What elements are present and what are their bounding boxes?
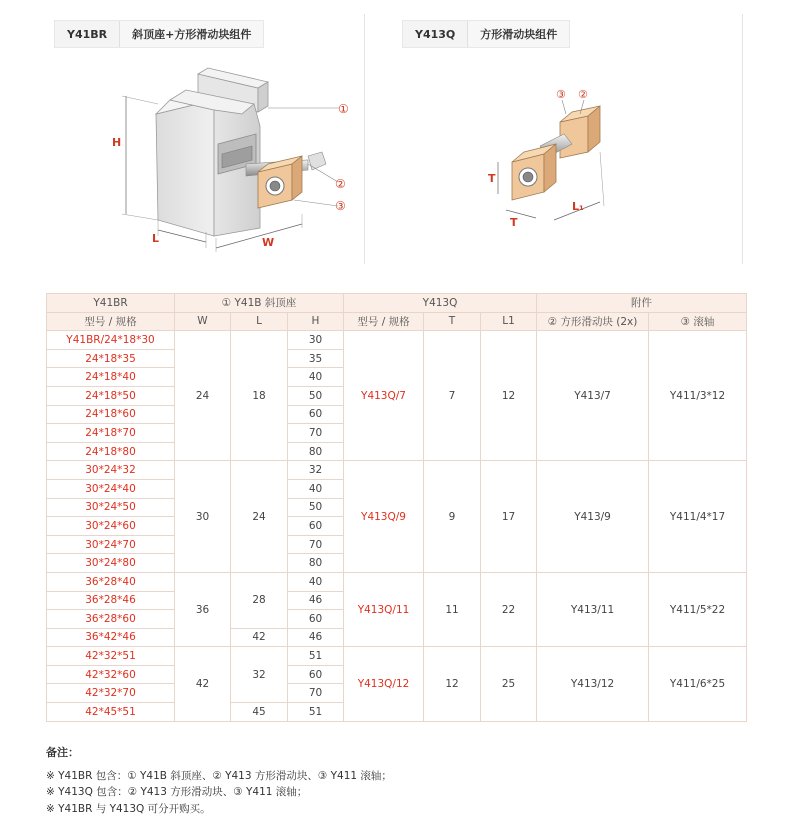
h-cell: 50 — [288, 386, 344, 405]
h-cell: 40 — [288, 572, 344, 591]
dim-w-label: W — [262, 236, 275, 249]
h-cell: 46 — [288, 591, 344, 610]
figure-y413q-code: Y413Q — [403, 21, 468, 47]
h-cell: 80 — [288, 554, 344, 573]
h-cell: 60 — [288, 665, 344, 684]
h-cell: 32 — [288, 461, 344, 480]
l-cell: 24 — [231, 461, 288, 573]
figure-y41br-panel — [46, 14, 365, 264]
t-cell: 7 — [424, 331, 481, 461]
roller-cell: Y411/6*25 — [649, 647, 747, 721]
note-line: ※ Y41BR 与 Y413Q 可分开购买。 — [46, 802, 211, 815]
h-cell: 30 — [288, 331, 344, 350]
note-line: ※ Y413Q 包含：② Y413 方形滑动块、③ Y411 滚轴； — [46, 786, 308, 798]
t-cell: 11 — [424, 572, 481, 646]
w-cell: 24 — [175, 331, 231, 461]
figure-y413q-panel — [394, 14, 743, 264]
roller-cell: Y411/3*12 — [649, 331, 747, 461]
header-w: W — [175, 312, 231, 331]
l1-cell: 22 — [481, 572, 537, 646]
y41br-assembly-drawing — [46, 14, 364, 264]
callout-2: ② — [335, 177, 346, 191]
l-cell: 28 — [231, 572, 288, 628]
notes-title: 备注： — [46, 746, 79, 759]
header-row-1 — [47, 294, 747, 313]
l1-cell: 17 — [481, 461, 537, 573]
h-cell: 35 — [288, 349, 344, 368]
header-roller: ③ 滚轴 — [649, 312, 747, 331]
header-slider: ② 方形滑动块 (2x) — [537, 312, 649, 331]
slider-cell: Y413/11 — [537, 572, 649, 646]
h-cell: 50 — [288, 498, 344, 517]
model-cell: 42*45*51 — [47, 703, 175, 722]
table-row — [47, 461, 747, 480]
header-h: H — [288, 312, 344, 331]
l-cell: 42 — [231, 628, 288, 647]
model-cell: 36*28*46 — [47, 591, 175, 610]
model-cell: 42*32*51 — [47, 647, 175, 666]
model-cell: 36*28*60 — [47, 610, 175, 629]
header-t: T — [424, 312, 481, 331]
header-y41br: Y41BR — [47, 294, 175, 313]
slider-cell: Y413/7 — [537, 331, 649, 461]
header-y413q: Y413Q — [344, 294, 537, 313]
figure-y413q-name: 方形滑动块组件 — [468, 21, 569, 47]
y413q-assembly-drawing — [394, 14, 742, 264]
q-model-cell: Y413Q/9 — [344, 461, 424, 573]
l-cell: 45 — [231, 703, 288, 722]
model-cell: 42*32*70 — [47, 684, 175, 703]
q-model-cell: Y413Q/12 — [344, 647, 424, 721]
spec-table-body — [47, 331, 747, 721]
roller-cell: Y411/5*22 — [649, 572, 747, 646]
t-cell: 12 — [424, 647, 481, 721]
l-cell: 32 — [231, 647, 288, 703]
dim-t2-label: T — [510, 216, 518, 229]
h-cell: 80 — [288, 442, 344, 461]
spec-table — [46, 293, 747, 722]
h-cell: 60 — [288, 610, 344, 629]
callout-2b: ② — [578, 88, 588, 101]
model-cell: 36*28*40 — [47, 572, 175, 591]
dim-l1-label: L₁ — [572, 200, 584, 213]
h-cell: 70 — [288, 684, 344, 703]
h-cell: 60 — [288, 517, 344, 536]
model-cell: 30*24*70 — [47, 535, 175, 554]
model-cell: 24*18*60 — [47, 405, 175, 424]
model-cell: 30*24*40 — [47, 479, 175, 498]
roller-cell: Y411/4*17 — [649, 461, 747, 573]
model-cell: 30*24*80 — [47, 554, 175, 573]
header-l1: L1 — [481, 312, 537, 331]
t-cell: 9 — [424, 461, 481, 573]
callout-3b: ③ — [556, 88, 566, 101]
slider-cell: Y413/12 — [537, 647, 649, 721]
header-model: 型号 / 规格 — [47, 312, 175, 331]
model-cell: 24*18*35 — [47, 349, 175, 368]
l1-cell: 25 — [481, 647, 537, 721]
model-cell: 30*24*60 — [47, 517, 175, 536]
h-cell: 40 — [288, 479, 344, 498]
dim-h-label: H — [112, 136, 122, 149]
table-row — [47, 331, 747, 350]
l-cell: 18 — [231, 331, 288, 461]
callout-3: ③ — [335, 199, 346, 213]
header-y41b: ① Y41B 斜顶座 — [175, 294, 344, 313]
h-cell: 70 — [288, 424, 344, 443]
h-cell: 40 — [288, 368, 344, 387]
model-cell: Y41BR/24*18*30 — [47, 331, 175, 350]
w-cell: 36 — [175, 572, 231, 646]
model-cell: 24*18*80 — [47, 442, 175, 461]
spec-table-head — [47, 294, 747, 331]
header-l: L — [231, 312, 288, 331]
model-cell: 24*18*70 — [47, 424, 175, 443]
w-cell: 42 — [175, 647, 231, 721]
h-cell: 46 — [288, 628, 344, 647]
l1-cell: 12 — [481, 331, 537, 461]
q-model-cell: Y413Q/11 — [344, 572, 424, 646]
table-row — [47, 647, 747, 666]
model-cell: 36*42*46 — [47, 628, 175, 647]
model-cell: 24*18*50 — [47, 386, 175, 405]
figure-y41br-code: Y41BR — [55, 21, 120, 47]
h-cell: 51 — [288, 703, 344, 722]
dim-t1-label: T — [488, 172, 496, 185]
h-cell: 60 — [288, 405, 344, 424]
h-cell: 70 — [288, 535, 344, 554]
w-cell: 30 — [175, 461, 231, 573]
figure-y41br-name: 斜顶座+方形滑动块组件 — [120, 21, 263, 47]
dim-l-label: L — [152, 232, 160, 245]
table-row — [47, 572, 747, 591]
model-cell: 24*18*40 — [47, 368, 175, 387]
h-cell: 51 — [288, 647, 344, 666]
callout-1: ① — [338, 102, 349, 116]
notes-section — [46, 745, 392, 817]
model-cell: 30*24*50 — [47, 498, 175, 517]
model-cell: 30*24*32 — [47, 461, 175, 480]
note-line: ※ Y41BR 包含：① Y41B 斜顶座、② Y413 方形滑动块、③ Y411 滚轴； — [46, 769, 392, 782]
q-model-cell: Y413Q/7 — [344, 331, 424, 461]
header-row-2 — [47, 312, 747, 331]
header-accessories: 附件 — [537, 294, 747, 313]
slider-cell: Y413/9 — [537, 461, 649, 573]
model-cell: 42*32*60 — [47, 665, 175, 684]
header-q-model: 型号 / 规格 — [344, 312, 424, 331]
